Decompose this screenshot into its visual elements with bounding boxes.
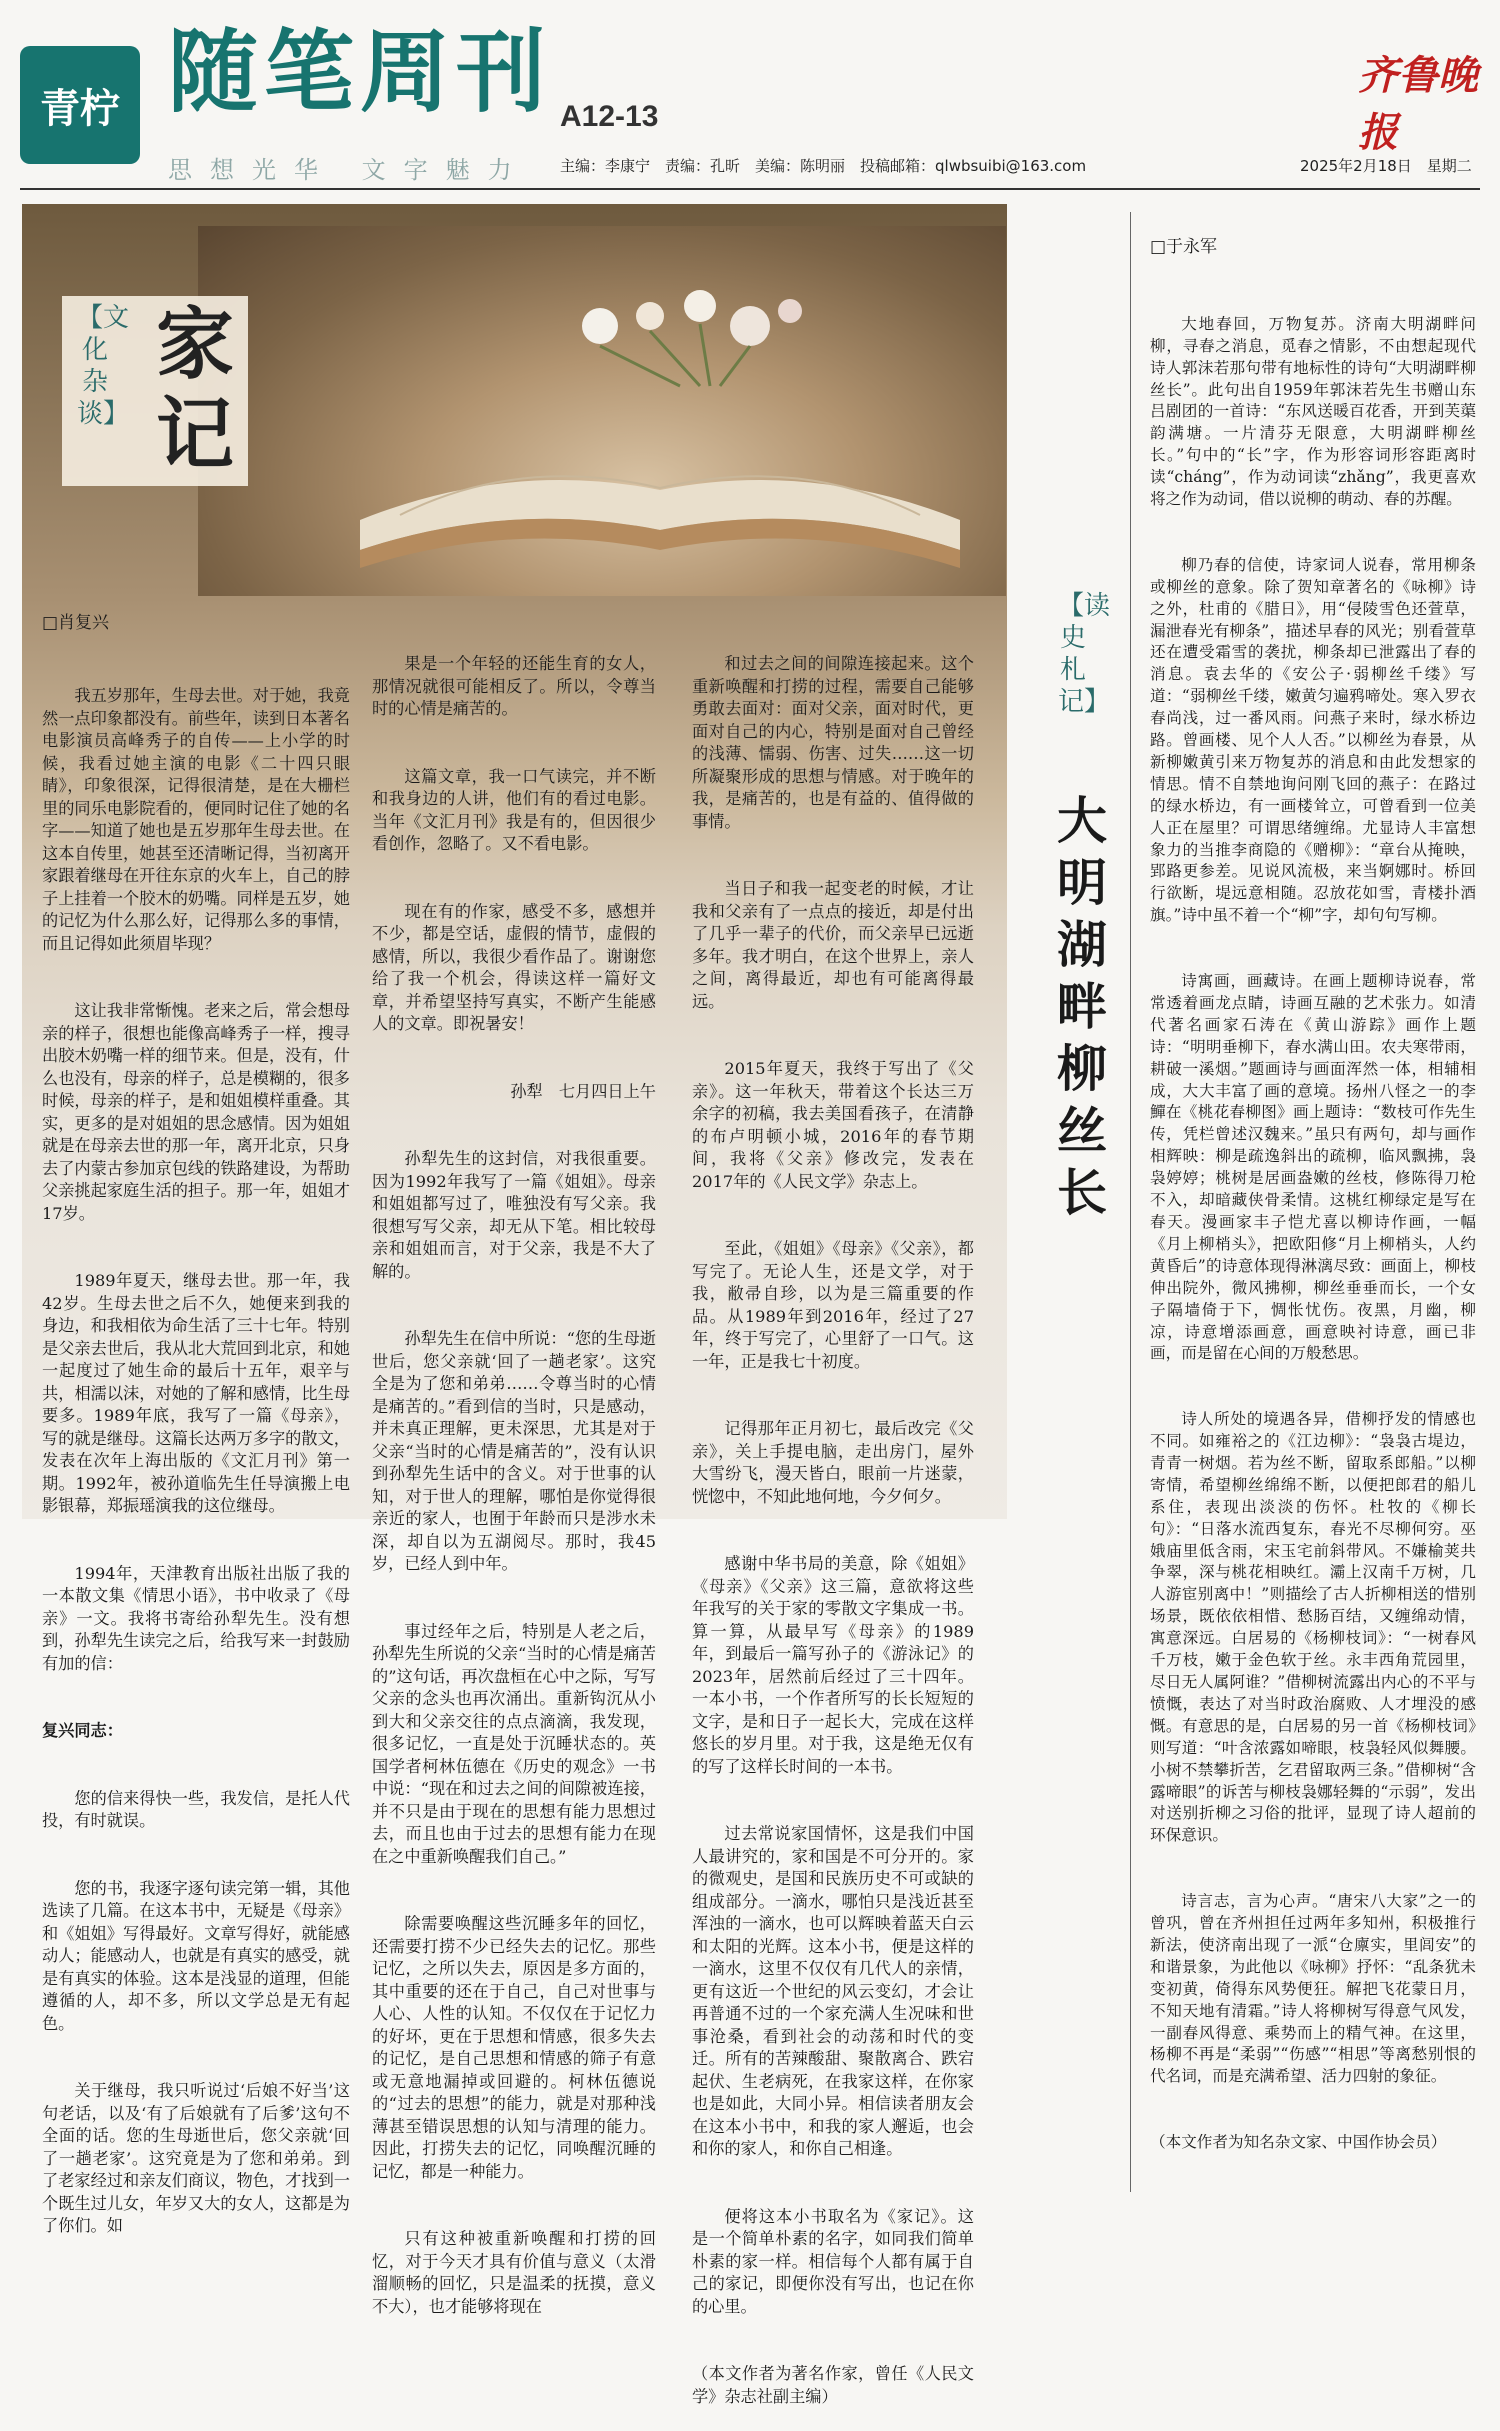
paragraph: 诗言志，言为心声。“唐宋八大家”之一的曾巩，曾在齐州担任过两年多知州，积极推行新法，使济南出现了一派“仓廪实，里闾安”的和谐景象，为此他以《咏柳》抒怀：“乱条犹未变初黄，倚得东风势便狂。解把飞花蒙日月，不知天地有清霜。”诗人将柳树写得意气风发，一副春风得意、乘势而上的精气神。在这里，杨柳不再是“柔弱”“伤感”“相思”等离愁别恨的代名词，而是充满希望、活力四射的象征。 (1150, 1892, 1476, 2086)
paragraph: 诗人所处的境遇各异，借柳抒发的情感也不同。如雍裕之的《江边柳》：“袅袅古堤边，青青一树烟。若为丝不断，留取系郎船。”以柳寄情，希望柳丝绵绵不断，以便把郎君的船儿系住，表现出淡淡的伤怀。杜牧的《柳长句》：“日落水流西复东，春光不尽柳何穷。巫娥庙里低含雨，宋玉宅前斜带风。不嫌榆荚共争翠，深与桃花相映红。灞上汉南千万树，几人游宦别离中！”则描绘了古人折柳相送的惜别场景，既依依相惜、愁肠百结，又缠绵动情，寓意深远。白居易的《杨柳枝词》：“一树春风千万枝，嫩于金色软于丝。永丰西角荒园里，尽日无人属阿谁？”借柳树流露出内心的不平与愤慨，表达了对当时政治腐败、人才埋没的感慨。有意思的是，白居易的另一首《杨柳枝词》则写道：“叶含浓露如啼眼，枝袅轻风似舞腰。小树不禁攀折苦，乞君留取两三条。”借柳树“含露啼眼”的诉苦与柳枝袅娜轻舞的“示弱”，发出对送别折柳之习俗的批评，显现了诗人超前的环保意识。 (1150, 1410, 1476, 1845)
paragraph: 孙犁先生在信中所说：“您的生母逝世后，您父亲就‘回了一趟老家’。这究全是为了您和弟弟……令尊当时的心情是痛苦的。”看到信的当时，只是感动，并未真正理解，更未深思，尤其是对于父亲“当时的心情是痛苦的”，没有认识到孙犁先生话中的含义。对于世事的认知，对于世人的理解，哪怕是你觉得很亲近的家人，也囿于年龄而只是涉水未深，却自以为五湖阅尽。那时，我45岁，已经人到中年。 (372, 1329, 656, 1573)
paragraph: 这让我非常惭愧。老来之后，常会想母亲的样子，很想也能像高峰秀子一样，搜寻出胶木奶嘴一样的细节来。但是，没有，什么也没有，母亲的样子，总是模糊的，很多时候，母亲的样子，是和姐姐模样重叠。其实，更多的是对姐姐的思念感情。因为姐姐就是在母亲去世的那一年，离开北京，只身去了内蒙古参加京包线的铁路建设，为帮助父亲挑起家庭生活的担子。那一年，姐姐才17岁。 (42, 1001, 350, 1223)
feature-author: □肖复兴 (42, 613, 110, 633)
side-article-title: 大明湖畔柳丝长 (1057, 792, 1107, 1222)
paragraph: 至此，《姐姐》《母亲》《父亲》，都写完了。无论人生，还是文学，对于我，敝帚自珍，以为是三篇重要的作品。从1989年到2016年，经过了27年，终于写完了，心里舒了一口气。这一年，正是我七十初度。 (692, 1239, 974, 1371)
feature-title: 家记 (155, 300, 234, 480)
paragraph: 便将这本小书取名为《家记》。这是一个简单朴素的名字，如同我们简单朴素的家一样。相信每个人都有属于自己的家记，即便你没有写出，也记在你的心里。 (692, 2206, 974, 2316)
paragraph: 除需要唤醒这些沉睡多年的回忆，还需要打捞不少已经失去的记忆。那些记忆，之所以失去，原因是多方面的，其中重要的还在于自己，自己对世事与人心、人性的认知。不仅仅在于记忆力的好坏，更在于思想和情感，很多失去的记忆，是自己思想和情感的筛子有意或无意地漏掉或回避的。柯林伍德说的“过去的思想”的能力，就是对那种浅薄甚至错误思想的认知与清理的能力。因此，打捞失去的记忆，同唤醒沉睡的记忆，都是一种能力。 (372, 1914, 656, 2181)
editor-credits: 主编：李康宁 责编：孔昕 美编：陈明丽 投稿邮箱：qlwbsuibi@163.com (560, 157, 1087, 175)
letter-paragraph: 您的书，我逐字逐句读完第一辑，其他选读了几篇。在这本书中，无疑是《母亲》和《姐姐》写得最好。文章写得好，就能感动人；能感动人，也就是有真实的感受，就是有真实的体验。这本是浅显的道理，但能遵循的人，却不多，所以文学总是无有起色。 (42, 1878, 350, 2033)
paragraph: 柳乃春的信使，诗家词人说春，常用柳条或柳丝的意象。除了贺知章著名的《咏柳》诗之外，杜甫的《腊日》，用“侵陵雪色还萱草，漏泄春光有柳条”，描述早春的风光；别看萱草还在遭受霜雪的袭扰，柳条却已泄露出了春的消息。袁去华的《安公子·弱柳丝千缕》写道：“弱柳丝千缕，嫩黄匀遍鸦啼处。寒入罗衣春尚浅，过一番风雨。问燕子来时，绿水桥边路。曾画楼、见个人人否。”以柳丝为春景，从新柳嫩黄引来万物复苏的消息和由此发想家的情思。情不自禁地询问刚飞回的燕子：在路过的绿水桥边，有一画楼耸立，可曾看到一位美人正在屋里？可谓思绪缠绵。尤显诗人丰富想象力的当推李商隐的《赠柳》：“章台从掩映，郢路更参差。见说风流极，来当婀娜时。桥回行欲断，堤远意相随。忍放花如雪，青楼扑酒旗。”诗中虽不着一个“柳”字，却句句写柳。 (1150, 555, 1476, 925)
letter-paragraph: 现在有的作家，感受不多，感想并不少，都是空话，虚假的情节，虚假的感情，所以，我很少看作品了。谢谢您给了我一个机会，得读这样一篇好文章，并希望坚持写真实，不断产生能感人的文章。即祝暑安！ (372, 901, 656, 1033)
letter-paragraph: 这篇文章，我一口气读完，并不断和我身边的人讲，他们有的看过电影。当年《文汇月刊》我是有的，但因很少看创作，忽略了。又不看电影。 (372, 766, 656, 853)
feature-column-2 (372, 608, 656, 2316)
paragraph: 只有这种被重新唤醒和打捞的回忆，对于今天才具有价值与意义（太滑溜顺畅的回忆，只是温柔的抚摸，意义不大），也才能够将现在 (372, 2229, 656, 2316)
paragraph: 我五岁那年，生母去世。对于她，我竟然一点印象都没有。前些年，读到日本著名电影演员高峰秀子的自传——上小学的时候，我看过她主演的电影《二十四只眼睛》，印象很深，记得很清楚，是在大栅栏里的同乐电影院看的，便同时记住了她的名字——知道了她也是五岁那年生母去世。在这本自传里，她甚至还清晰记得，当初离开家跟着继母在开往东京的火车上，自己的脖子上挂着一个胶木的奶嘴。同样是五岁，她的记忆为什么那么好，记得那么多的事情，而且记得如此须眉毕现？ (42, 686, 350, 953)
letter-paragraph: 果是一个年轻的还能生育的女人，那情况就很可能相反了。所以，令尊当时的心情是痛苦的。 (372, 654, 656, 718)
flowers-illustration (560, 276, 820, 396)
side-article-body (1150, 270, 1476, 2200)
author-note: （本文作者为知名杂文家、中国作协会员） (1150, 2133, 1447, 2152)
paragraph: 诗寓画，画藏诗。在画上题柳诗说春，常常透着画龙点睛，诗画互融的艺术张力。如清代著名画家石涛在《黄山游踪》画作上题诗：“明明垂柳下，春水满山田。农夫寒带雨，耕破一溪烟。”题画诗与画面浑然一体，相辅相成，大大丰富了画的意境。扬州八怪之一的李鱓在《桃花春柳图》画上题诗：“数枝可作先生传，凭栏曾述汉魏来。”虽只有两句，却与画作相辉映：柳是疏逸斜出的疏柳，临风飘拂，袅袅婷婷；桃树是居画盎嫩的丝枝，修陈得刀枪不入，却暗藏侠骨柔情。这桃红柳绿定是写在春天。漫画家丰子恺尤喜以柳诗作画，一幅《月上柳梢头》，把欧阳修“月上柳梢头，人约黄昏后”的诗意体现得淋漓尽致：画面上，柳枝伸出院外，微风拂柳，柳丝垂垂而长，一个女子隔墙倚于下，惆怅忧伤。夜黑，月幽，柳凉，诗意增添画意，画意映衬诗意，画已非画，而是留在心间的万般愁思。 (1150, 972, 1476, 1363)
paragraph: 过去常说家国情怀，这是我们中国人最讲究的，家和国是不可分开的。家的微观史，是国和民族历史不可或缺的组成部分。一滴水，哪怕只是浅近甚至浑浊的一滴水，也可以辉映着蓝天白云和太阳的光辉。这本小书，便是这样的一滴水，这里不仅仅有几代人的亲情，更有这近一个世纪的风云变幻，才会让再普通不过的一个家充满人生况味和世事沧桑，看到社会的动荡和时代的变迁。所有的苦辣酸甜、聚散离合、跌宕起伏、生老病死，在我家这样，在你家也是如此，大同小异。相信读者朋友会在这本小书中，和我的家人邂逅，也会和你的家人，和你自己相逢。 (692, 1824, 974, 2158)
paragraph: 2015年夏天，我终于写出了《父亲》。这一年秋天，带着这个长达三万余字的初稿，我去美国看孩子，在清静的布卢明顿小城，2016年的春节期间，我将《父亲》修改完，发表在2017年的《人民文学》杂志上。 (692, 1059, 974, 1191)
author-note: （本文作者为著名作家，曾任《人民文学》杂志社副主编） (692, 2364, 974, 2406)
side-author: □于永军 (1150, 237, 1218, 257)
section-title: 随笔周刊 (168, 20, 552, 125)
feature-column-1 (42, 640, 350, 2235)
letter-salutation: 复兴同志： (42, 1721, 123, 1740)
letter-signature: 孙犁 七月四日上午 (510, 1081, 656, 1101)
feature-column-3 (692, 608, 974, 2406)
paragraph: 事过经年之后，特别是人老之后，孙犁先生所说的父亲“当时的心情是痛苦的”这句话，再次盘桓在心中之际，写写父亲的念头也再次涌出。重新钩沉从小到大和父亲交往的点点滴滴，我发现，很多记忆，一直是处于沉睡状态的。英国学者柯林伍德在《历史的观念》一书中说：“现在和过去之间的间隙被连接，并不只是由于现在的思想有能力思想过去，而且也由于过去的思想有能力在现在之中重新唤醒我们自己。” (372, 1621, 656, 1866)
book-illustration (360, 400, 960, 570)
feature-column-tag: 【文化杂谈】 (77, 303, 130, 429)
paragraph: 孙犁先生的这封信，对我很重要。因为1992年我写了一篇《姐姐》。母亲和姐姐都写过了，唯独没有写父亲。我很想写写父亲，却无从下笔。相比较母亲和姐姐而言，对于父亲，我是不大了解的。 (372, 1149, 656, 1281)
column-divider (1130, 212, 1131, 2192)
issue-date: 2025年2月18日 星期二 (1300, 157, 1472, 175)
letter-paragraph: 您的信来得快一些，我发信，是托人代投，有时就误。 (42, 1788, 350, 1830)
masthead-rule (20, 188, 1480, 190)
page-number: A12-13 (560, 100, 659, 133)
newspaper-brand: 齐鲁晚报 (1358, 52, 1478, 156)
letter-paragraph: 关于继母，我只听说过‘后娘不好当’这句老话，以及‘有了后娘就有了后爹’这句不全面的话。您的生母逝世后，您父亲就‘回了一趟老家’。这究竟是为了您和弟弟。到了老家经过和亲友们商议，物色，才找到一个既生过儿女，年岁又大的女人，这都是为了你们。如 (42, 2081, 350, 2235)
side-column-tag: 【读史札记】 (1058, 591, 1111, 717)
paragraph: 1989年夏天，继母去世。那一年，我42岁。生母去世之后不久，她便来到我的身边，和我相依为命生活了三十七年。特别是父亲去世后，我从北大荒回到北京，和她一起度过了她生命的最后十五年，艰辛与共，相濡以沫，对她的了解和感情，比生母要多。1989年底，我写了一篇《母亲》，写的就是继母。这篇长达两万多字的散文，发表在次年上海出版的《文汇月刊》第一期。1992年，被孙道临先生任导演搬上电影银幕，郑振瑶演我的这位继母。 (42, 1271, 350, 1515)
column-logo: 青柠 (20, 46, 140, 164)
paragraph: 记得那年正月初七，最后改完《父亲》，关上手提电脑，走出房门，屋外大雪纷飞，漫天皆白，眼前一片迷蒙，恍惚中，不知此地何地，今夕何夕。 (692, 1419, 974, 1506)
paragraph: 当日子和我一起变老的时候，才让我和父亲有了一点点的接近，却是付出了几乎一辈子的代价，而父亲早已远逝多年。我才明白，在这个世界上，亲人之间，离得最近，却也有可能离得最远。 (692, 879, 974, 1011)
section-slogan: 思想光华 文字魅力 (168, 156, 530, 184)
paragraph: 和过去之间的间隙连接起来。这个重新唤醒和打捞的过程，需要自己能够勇敢去面对：面对父亲，面对时代，更面对自己的内心，特别是面对自己曾经的浅薄、懦弱、伤害、过失……这一切所凝聚形成的思想与情感。对于晚年的我，是痛苦的，也是有益的、值得做的事情。 (692, 654, 974, 831)
paragraph: 1994年，天津教育出版社出版了我的一本散文集《情思小语》，书中收录了《母亲》一文。我将书寄给孙犁先生。没有想到，孙犁先生读完之后，给我写来一封鼓励有加的信： (42, 1563, 350, 1673)
paragraph: 感谢中华书局的美意，除《姐姐》《母亲》《父亲》这三篇，意欲将这些年我写的关于家的零散文字集成一书。算一算，从最早写《母亲》的1989年，到最后一篇写孙子的《游泳记》的2023年，居然前后经过了三十四年。一本小书，一个作者所写的长长短短的文字，是和日子一起长大，完成在这样悠长的岁月里。对于我，这是绝无仅有的写了这样长时间的一本书。 (692, 1554, 974, 1776)
paragraph: 大地春回，万物复苏。济南大明湖畔问柳，寻春之消息，觅春之情影，不由想起现代诗人郭沫若那句带有地标性的诗句“大明湖畔柳丝长”。此句出自1959年郭沫若先生书赠山东吕剧团的一首诗：“东风送暖百花香，开到芙蕖韵满塘。一片清芬无限意，大明湖畔柳丝长。”句中的“长”字，作为形容词形容距离时读“cháng”，作为动词读“zhǎng”，我更喜欢将之作为动词，借以说柳的萌动、春的苏醒。 (1150, 314, 1476, 509)
